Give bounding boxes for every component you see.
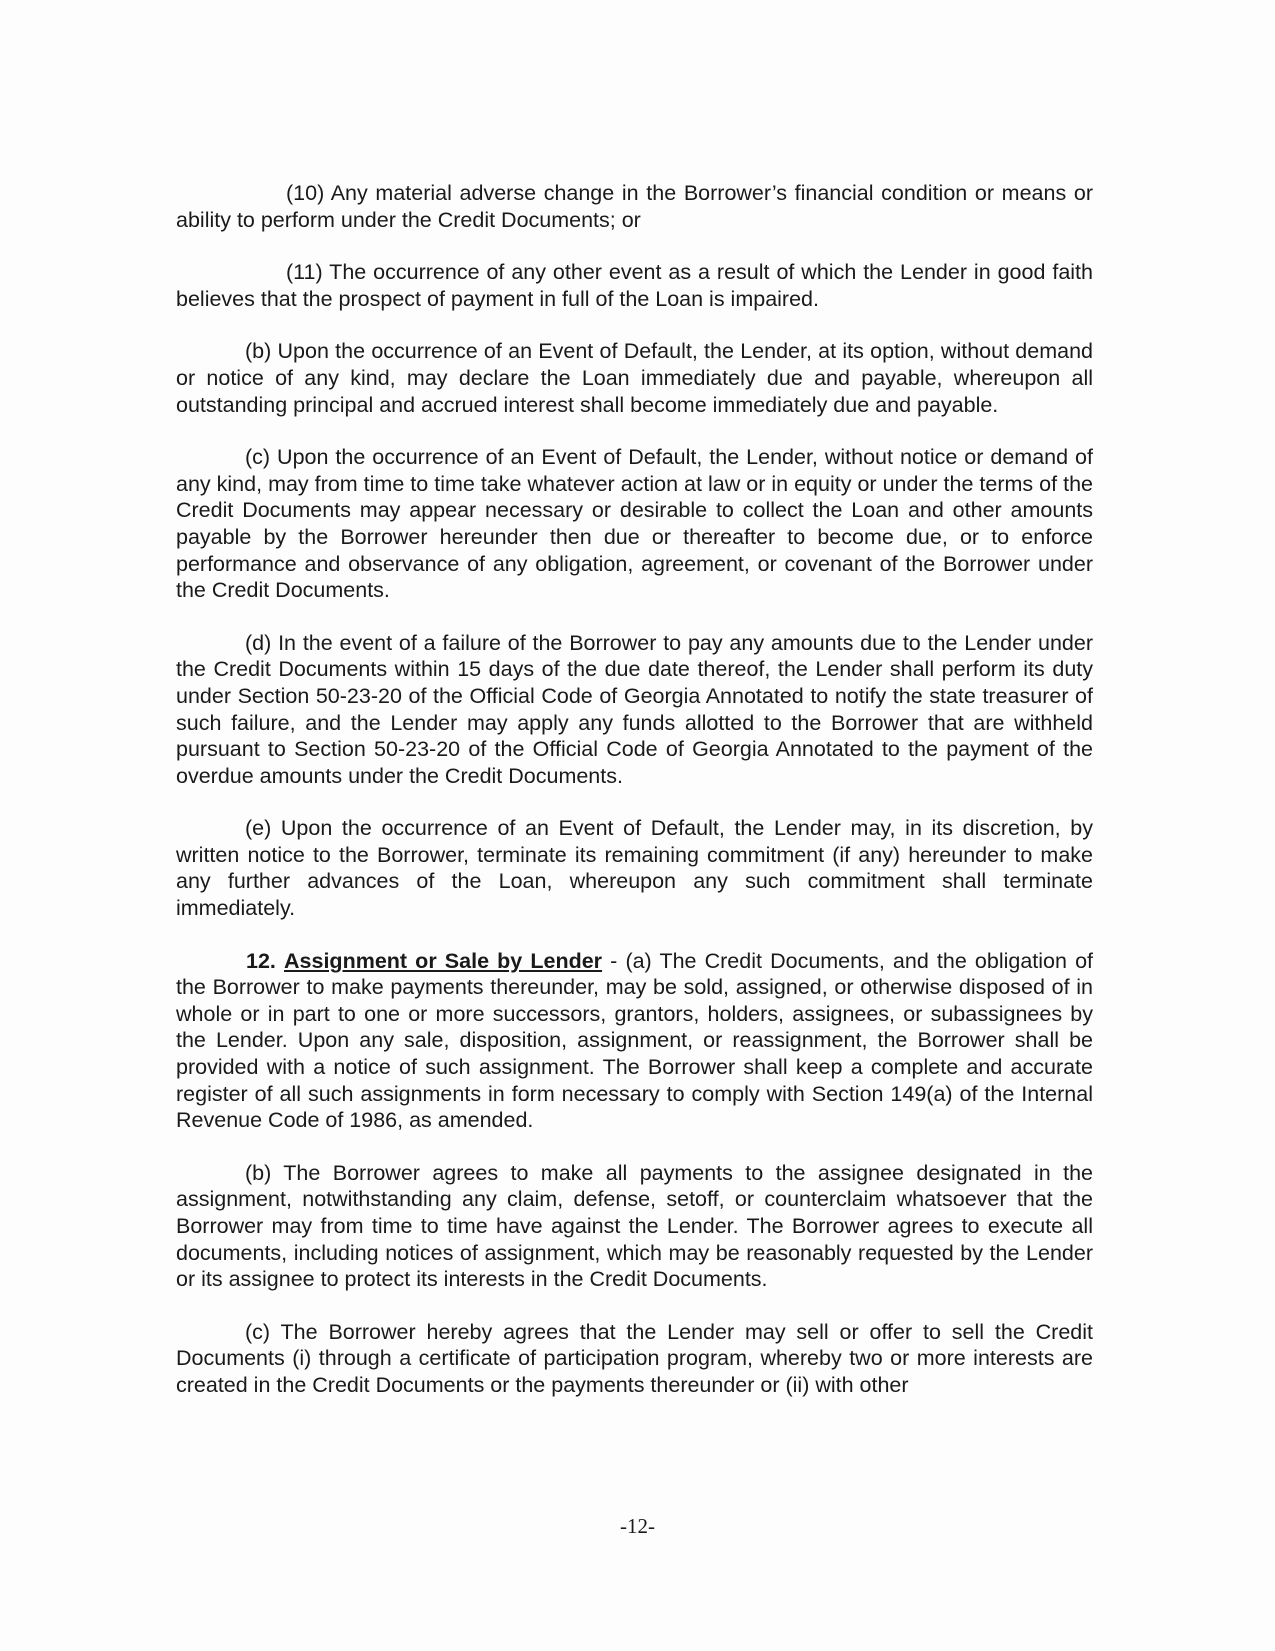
paragraph-d: (d) In the event of a failure of the Borrower to pay any amounts due to the Lender under the Credit Documents within 15 days of the due date thereof, the Lender shall perform its duty under Section 50-23-20 of the Official Code of Georgia Annotated to notify the state treasurer of such failure, and the Lender may apply any funds allotted to the Borrower that are withheld pursuant to Section 50-23-20 of the Official Code of Georgia Annotated to the payment of the overdue amounts under the Credit Documents. [176, 630, 1093, 788]
section-title: Assignment or Sale by Lender [284, 948, 603, 973]
paragraph-b: (b) Upon the occurrence of an Event of Default, the Lender, at its option, without demand or notice of any kind, may declare the Loan immediately due and payable, whereupon all outstanding principal and accrued interest shall become immediately due and payable. [176, 339, 1093, 417]
section-12-paragraph-b: (b) The Borrower agrees to make all payments to the assignee designated in the assignment, notwithstanding any claim, defense, setoff, or counterclaim whatsoever that the Borrower may from time to time have against the Lender. The Borrower agrees to execute all documents, including notices of assignment, which may be reasonably requested by the Lender or its assignee to protect its interests in the Credit Documents. [176, 1160, 1093, 1292]
section-12-paragraph-c: (c) The Borrower hereby agrees that the Lender may sell or offer to sell the Credit Documents (i) through a certificate of participation program, whereby two or more interests are created in the Credit Documents or the payments thereunder or (ii) with other [176, 1319, 1093, 1397]
page-number: -12- [620, 1514, 655, 1538]
paragraph-10: (10) Any material adverse change in the Borrower’s financial condition or means or ability to perform under the Credit Documents; or [176, 181, 1093, 232]
section-12-paragraph-a [176, 948, 1093, 1134]
paragraph-e: (e) Upon the occurrence of an Event of Default, the Lender may, in its discretion, by written notice to the Borrower, terminate its remaining commitment (if any) hereunder to make any further advances of the Loan, whereupon any such commitment shall terminate immediately. [176, 816, 1093, 921]
paragraph-11: (11) The occurrence of any other event as a result of which the Lender in good faith believes that the prospect of payment in full of the Loan is impaired. [176, 260, 1093, 311]
section-number: 12. [246, 948, 276, 973]
paragraph-c: (c) Upon the occurrence of an Event of Default, the Lender, without notice or demand of any kind, may from time to time take whatever action at law or in equity or under the terms of the Credit Documents may appear necessary or desirable to collect the Loan and other amounts payable by the Borrower hereunder then due or thereafter to become due, or to enforce performance and observance of any obligation, agreement, or covenant of the Borrower under the Credit Documents. [176, 445, 1093, 603]
section-12-body: - (a) The Credit Documents, and the obligation of the Borrower to make payments thereunder, may be sold, assigned, or otherwise disposed of in whole or in part to one or more successors, grantors, holders, assignees, or subassignees by the Lender. Upon any sale, disposition, assignment, or reassignment, the Borrower shall be provided with a notice of such assignment. The Borrower shall keep a complete and accurate register of all such assignments in form necessary to comply with Section 149(a) of the Internal Revenue Code of 1986, as amended. [176, 948, 1093, 1133]
